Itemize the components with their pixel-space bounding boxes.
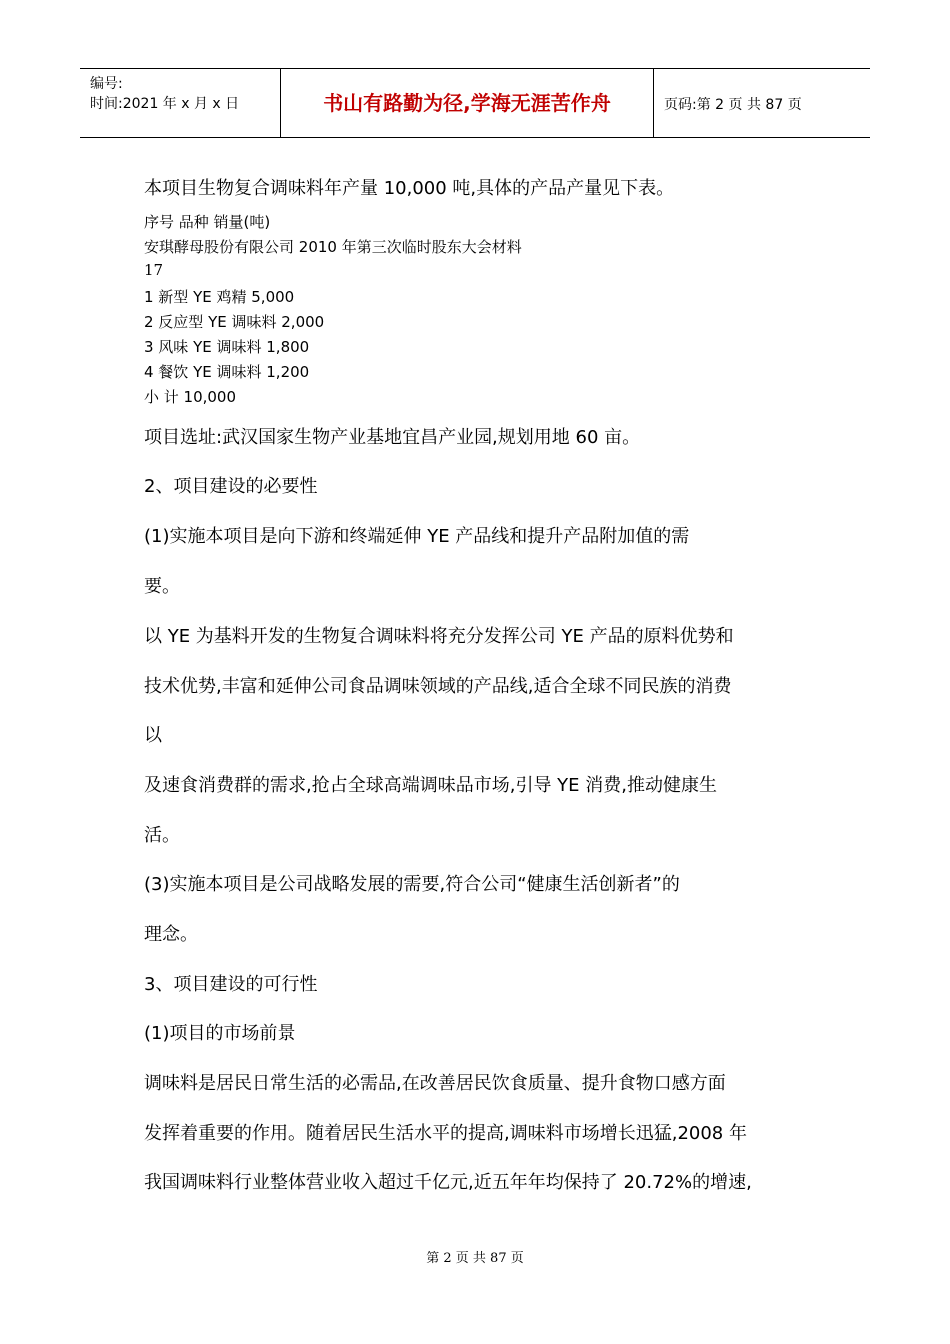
page-mark: 17 [144,261,164,279]
page-header [80,68,870,138]
paragraph-line: 我国调味料行业整体营业收入超过千亿元,近五年年均保持了 20.72%的增速, [144,1172,752,1193]
paragraph-line: 及速食消费群的需求,抢占全球高端调味品市场,引导 YE 消费,推动健康生 [144,775,717,796]
header-page-cell [654,69,870,137]
paragraph-line: 活。 [144,825,180,846]
paragraph-line: 以 [144,725,162,746]
site-paragraph: 项目选址:武汉国家生物产业基地宜昌产业园,规划用地 60 亩。 [144,427,641,448]
number-label: 编号: [90,76,123,92]
intro-paragraph: 本项目生物复合调味料年产量 10,000 吨,具体的产品产量见下表。 [144,178,675,199]
subsection-heading: (1)项目的市场前景 [144,1023,296,1044]
table-row: 4 餐饮 YE 调味料 1,200 [144,363,310,381]
section-heading: 3、项目建设的可行性 [144,974,318,995]
motto: 书山有路勤为径,学海无涯苦作舟 [323,91,611,115]
table-row: 2 反应型 YE 调味料 2,000 [144,313,325,331]
paragraph-line: (3)实施本项目是公司战略发展的需要,符合公司“健康生活创新者”的 [144,874,680,895]
time-label: 时间:2021 年 x 月 x 日 [90,96,240,112]
table-header: 序号 品种 销量(吨) [144,213,271,231]
header-meta-cell [80,69,281,137]
table-row: 3 风味 YE 调味料 1,800 [144,338,310,356]
paragraph-line: 发挥着重要的作用。随着居民生活水平的提高,调味料市场增长迅猛,2008 年 [144,1123,747,1144]
table-row: 1 新型 YE 鸡精 5,000 [144,288,295,306]
paragraph-line: 技术优势,丰富和延伸公司食品调味领域的产品线,适合全球不同民族的消费 [144,676,732,697]
page-footer: 第 2 页 共 87 页 [426,1251,524,1266]
company-line: 安琪酵母股份有限公司 2010 年第三次临时股东大会材料 [144,238,522,256]
table-row-subtotal: 小 计 10,000 [144,388,237,406]
page-reference: 页码:第 2 页 共 87 页 [664,97,802,113]
header-motto-cell [281,69,654,137]
section-heading: 2、项目建设的必要性 [144,476,318,497]
paragraph-line: (1)实施本项目是向下游和终端延伸 YE 产品线和提升产品附加值的需 [144,526,690,547]
paragraph-line: 要。 [144,576,180,597]
paragraph-line: 以 YE 为基料开发的生物复合调味料将充分发挥公司 YE 产品的原料优势和 [144,626,734,647]
paragraph-line: 调味料是居民日常生活的必需品,在改善居民饮食质量、提升食物口感方面 [144,1073,726,1094]
paragraph-line: 理念。 [144,924,198,945]
